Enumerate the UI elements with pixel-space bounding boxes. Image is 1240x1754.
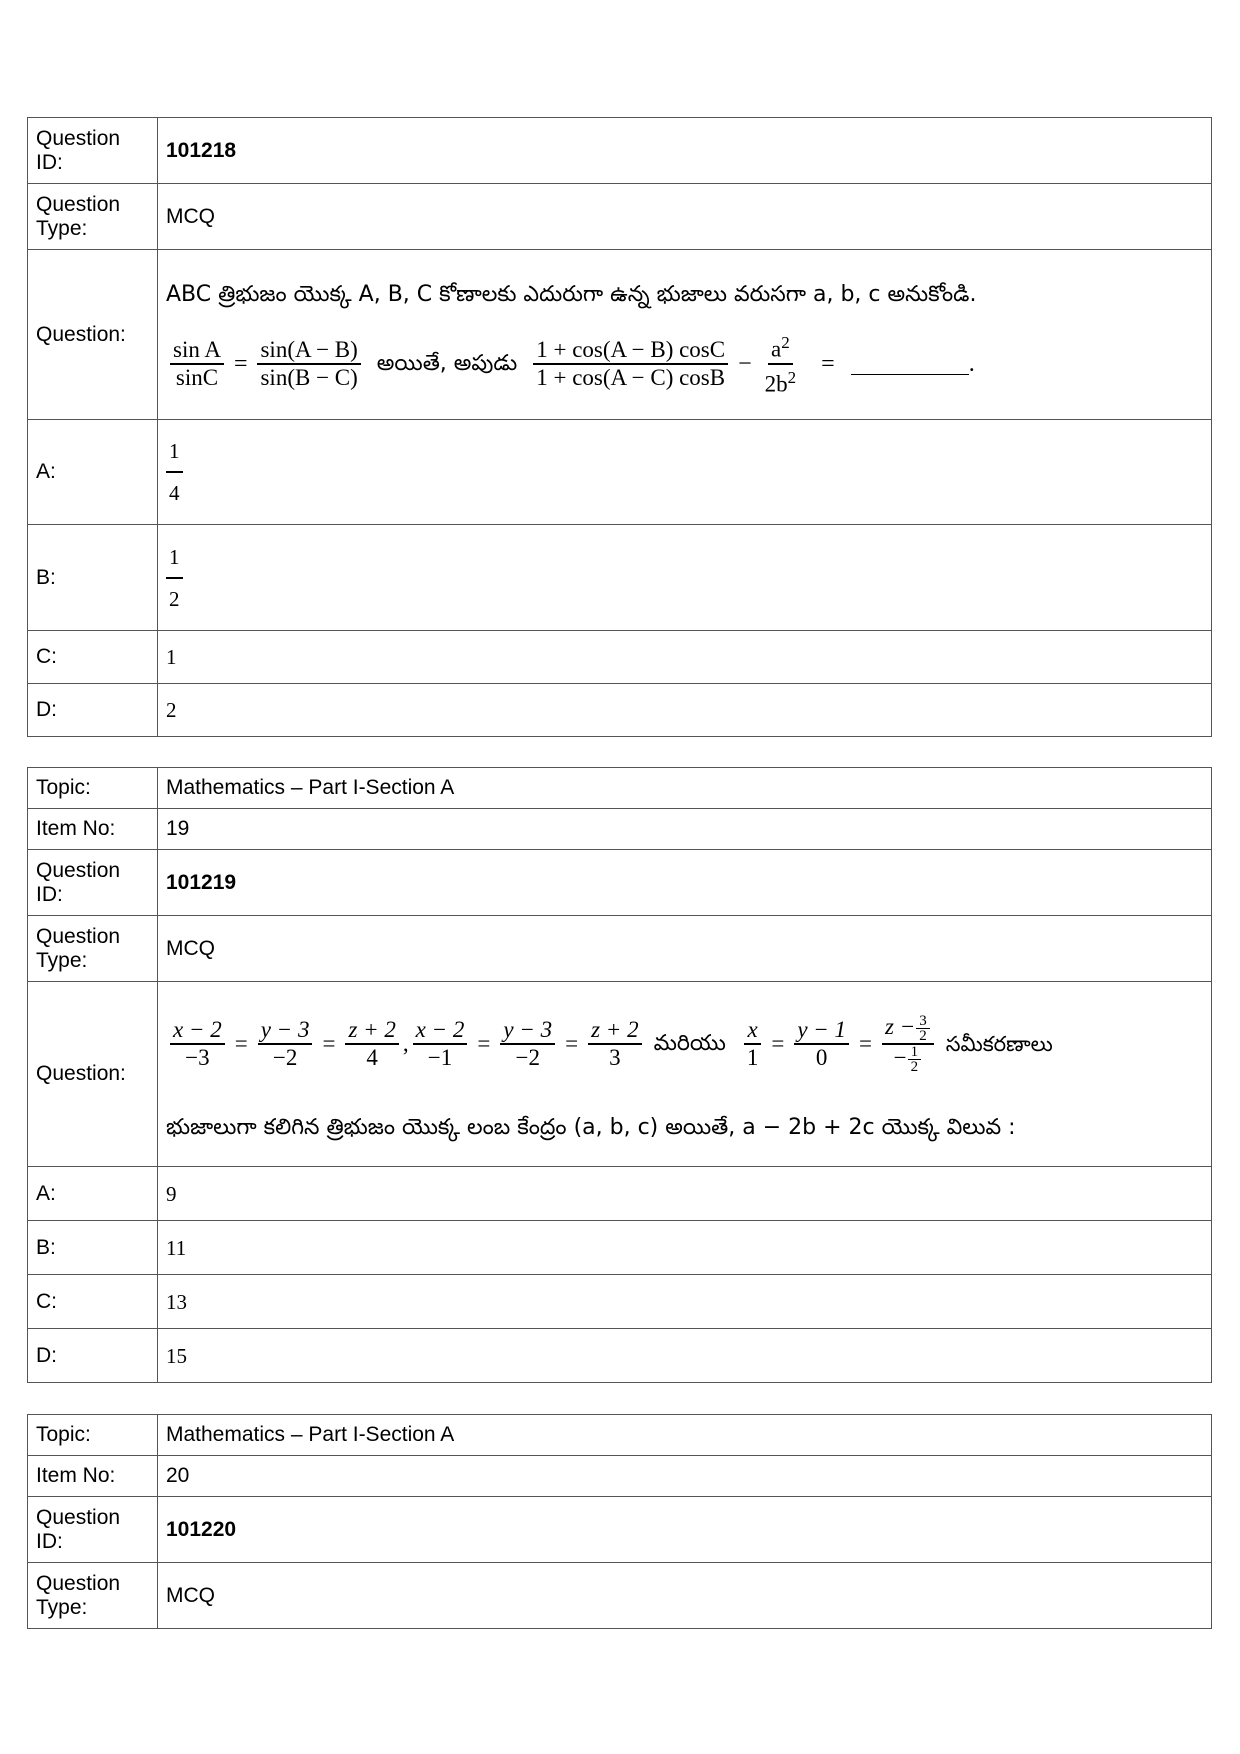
- question-id-label: Question ID:: [28, 1497, 158, 1563]
- question-type-value: MCQ: [158, 184, 1212, 250]
- option-a-value: 9: [158, 1167, 1212, 1221]
- condition-text: అయితే, అపుడు: [376, 350, 518, 376]
- topic-value: Mathematics – Part I-Section A: [158, 768, 1212, 809]
- topic-value: Mathematics – Part I-Section A: [158, 1415, 1212, 1456]
- item-no-value: 19: [158, 809, 1212, 850]
- option-b-value: $\frac{1}{2}$: [158, 525, 1212, 631]
- option-d-value: 2: [158, 684, 1212, 737]
- question-id-value: 101218: [158, 118, 1212, 184]
- question-label: Question:: [28, 982, 158, 1167]
- item-no-value: 20: [158, 1456, 1212, 1497]
- fraction-sin-diff: $\frac{\sin(A - B)}{\sin(B - C)}$: [257, 337, 360, 391]
- question-id-value: 101220: [158, 1497, 1212, 1563]
- question-text-line2: భుజాలుగా కలిగిన త్రిభుజం యొక్క లంబ కేంద్రం (a, b, c) అయితే, a − 2b + 2c యొక్క విలువ :: [166, 1115, 1016, 1140]
- question-type-value: MCQ: [158, 1563, 1212, 1629]
- option-a-value: $\frac{1}{4}$: [158, 420, 1212, 525]
- question-type-label: Question Type:: [28, 916, 158, 982]
- option-c-value: 1: [158, 631, 1212, 684]
- question-id-value: 101219: [158, 850, 1212, 916]
- option-c-label: C:: [28, 631, 158, 684]
- question-type-label: Question Type:: [28, 184, 158, 250]
- item-no-label: Item No:: [28, 1456, 158, 1497]
- question-id-label: Question ID:: [28, 850, 158, 916]
- option-c-value: 13: [158, 1275, 1212, 1329]
- option-a-label: A:: [28, 420, 158, 525]
- question-formula: $\frac{\text{sin A}}{\sin C}$ = $\frac{\sin(A - B)}{\sin(B - C)}$ అయితే, అపుడు $\frac{1 + \cos(A - B) \cos C}{1 + \cos(A - C) \cos B}$ − $\frac{a^2}{2b^2}$ = .: [166, 324, 1203, 404]
- question-id-label: Question ID:: [28, 118, 158, 184]
- option-b-label: B:: [28, 525, 158, 631]
- option-d-value: 15: [158, 1329, 1212, 1383]
- fraction-cos-expr: $\frac{1 + \cos(A - B) \cos C}{1 + \cos(A - C) \cos B}$: [533, 337, 728, 391]
- option-d-label: D:: [28, 684, 158, 737]
- topic-label: Topic:: [28, 1415, 158, 1456]
- question-type-label: Question Type:: [28, 1563, 158, 1629]
- question-table-101219: [27, 767, 1212, 1383]
- option-b-label: B:: [28, 1221, 158, 1275]
- fraction-sinA-sinC: $\frac{\text{sin A}}{\sin C}$: [170, 337, 224, 391]
- option-a-label: A:: [28, 1167, 158, 1221]
- question-type-value: MCQ: [158, 916, 1212, 982]
- item-no-label: Item No:: [28, 809, 158, 850]
- question-body: [158, 982, 1212, 1167]
- question-table-101218: [27, 117, 1212, 737]
- question-body: [158, 250, 1212, 420]
- question-table-101220: [27, 1414, 1212, 1629]
- answer-blank: [851, 352, 969, 375]
- topic-label: Topic:: [28, 768, 158, 809]
- question-text-line1: ABC త్రిభుజం యొక్క A, B, C కోణాలకు ఎదురుగా ఉన్న భుజాలు వరుసగా a, b, c అనుకోండి.: [166, 281, 977, 307]
- option-d-label: D:: [28, 1329, 158, 1383]
- option-c-label: C:: [28, 1275, 158, 1329]
- question-label: Question:: [28, 250, 158, 420]
- question-line-equations: $\frac{x - 2}{-3}$ = $\frac{y - 3}{-2}$ = $\frac{z + 2}{4}$ , $\frac{x - 2}{-1}$ = $\frac{y - 3}{-2}$ = $\frac{z + 2}{3}$ మరియు $\frac{x}{1}$ = $\frac{y - 1}{0}$ = z − $\frac{3}{2}$ − $\frac{1}{2}$ సమీకరణాలు: [166, 990, 1203, 1098]
- fraction-a2-2b2: $\frac{a^2}{2b^2}$: [762, 330, 800, 397]
- option-b-value: 11: [158, 1221, 1212, 1275]
